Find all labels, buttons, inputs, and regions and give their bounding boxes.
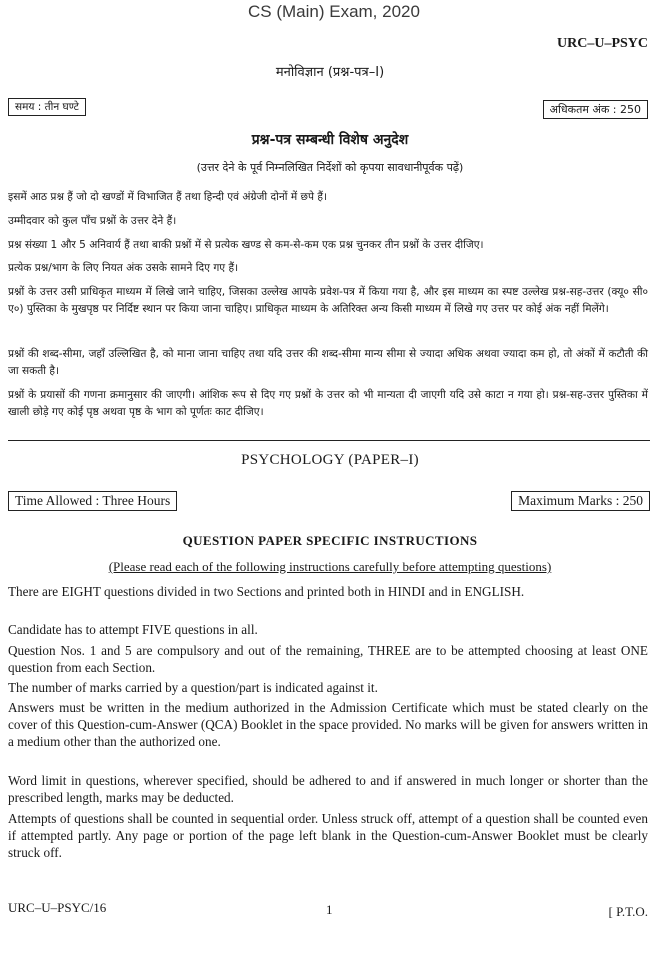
english-marks-box: Maximum Marks : 250: [511, 491, 650, 511]
page-number: 1: [326, 902, 333, 917]
hindi-instruction: इसमें आठ प्रश्न हैं जो दो खण्डों में विभाजित हैं तथा हिन्दी एवं अंग्रेजी दोनों में छपे हैं।: [8, 191, 327, 203]
exam-watermark: CS (Main) Exam, 2020: [248, 2, 420, 21]
hindi-heading: प्रश्न-पत्र सम्बन्धी विशेष अनुदेश: [251, 132, 409, 148]
hindi-subheading: (उत्तर देने के पूर्व निम्नलिखित निर्देशों को कृपया सावधानीपूर्वक पढ़ें): [196, 161, 464, 174]
english-subject: PSYCHOLOGY (PAPER–I): [241, 452, 419, 468]
pto-label: [ P.T.O.: [608, 904, 648, 919]
hindi-instruction: प्रश्नों के उत्तर उसी प्राधिकृत माध्यम में लिखे जाने चाहिए, जिसका उल्लेख आपके प्रवेश-पत्र में किया गया है, और इस माध्यम का स्पष्ट उल्लेख प्रश्न-सह-उत्तर (क्यू० सी० ए०) पुस्तिका के मुखपृष्ठ पर निर्दिष्ट स्थान पर किया जाना चाहिए। प्राधिकृत माध्यम के अतिरिक्त अन्य किसी माध्यम में लिखे गए उत्तर पर कोई अंक नहीं मिलेंगे।: [8, 286, 648, 315]
section-divider: [8, 440, 650, 441]
english-instruction: Attempts of questions shall be counted in sequential order. Unless struck off, attempt of a question shall be counted even if attempted partly. Any page or portion of the page left blank in the Question-cum-Answer Booklet must be clearly struck off.: [8, 811, 648, 860]
english-time-box: Time Allowed : Three Hours: [8, 491, 177, 511]
english-instruction: The number of marks carried by a question/part is indicated against it.: [8, 680, 378, 695]
footer-code: URC–U–PSYC/16: [8, 900, 107, 915]
hindi-marks-box: अधिकतम अंक : 250: [543, 100, 648, 119]
english-heading: QUESTION PAPER SPECIFIC INSTRUCTIONS: [182, 533, 478, 548]
english-subheading: (Please read each of the following instructions carefully before attempting questions): [108, 559, 552, 574]
hindi-time-box: समय : तीन घण्टे: [8, 98, 86, 116]
hindi-instruction: प्रश्नों की शब्द-सीमा, जहाँ उल्लिखित है, को माना जाना चाहिए तथा यदि उत्तर की शब्द-सीमा मान्य सीमा से ज्यादा अधिक अथवा ज्यादा कम हो, तो अंकों में कटौती की जा सकती है।: [8, 348, 648, 377]
hindi-instruction: प्रश्नों के प्रयासों की गणना क्रमानुसार की जाएगी। आंशिक रूप से दिए गए प्रश्नों के उत्तर को भी मान्यता दी जाएगी यदि उसे काटा न गया हो। प्रश्न-सह-उत्तर पुस्तिका में खाली छोड़े गए कोई पृष्ठ अथवा पृष्ठ के भाग को पूर्णतः काट दीजिए।: [8, 389, 648, 418]
hindi-instruction: प्रश्न संख्या 1 और 5 अनिवार्य हैं तथा बाकी प्रश्नों में से प्रत्येक खण्ड से कम-से-कम एक प्रश्न चुनकर तीन प्रश्नों के उत्तर दीजिए।: [8, 239, 484, 251]
hindi-subject: मनोविज्ञान (प्रश्न-पत्र–I): [275, 65, 385, 80]
english-instruction: Word limit in questions, wherever specified, should be adhered to and if answered in much longer or shorter than the prescribed length, marks may be deducted.: [8, 773, 648, 805]
english-instruction: Candidate has to attempt FIVE questions in all.: [8, 622, 258, 637]
english-instruction: Answers must be written in the medium authorized in the Admission Certificate which must be stated clearly on the cover of this Question-cum-Answer (QCA) Booklet in the space provided. No marks will be given for answers written in a medium other than the authorized one.: [8, 700, 648, 749]
english-instruction: Question Nos. 1 and 5 are compulsory and out of the remaining, THREE are to be attempted choosing at least ONE question from each Section.: [8, 643, 648, 675]
hindi-instruction: प्रत्येक प्रश्न/भाग के लिए नियत अंक उसके सामने दिए गए हैं।: [8, 262, 239, 274]
english-instruction: There are EIGHT questions divided in two Sections and printed both in HINDI and in ENGLISH.: [8, 584, 525, 599]
paper-code: URC–U–PSYC: [557, 36, 648, 51]
hindi-instruction: उम्मीदवार को कुल पाँच प्रश्नों के उत्तर देने हैं।: [8, 215, 177, 227]
